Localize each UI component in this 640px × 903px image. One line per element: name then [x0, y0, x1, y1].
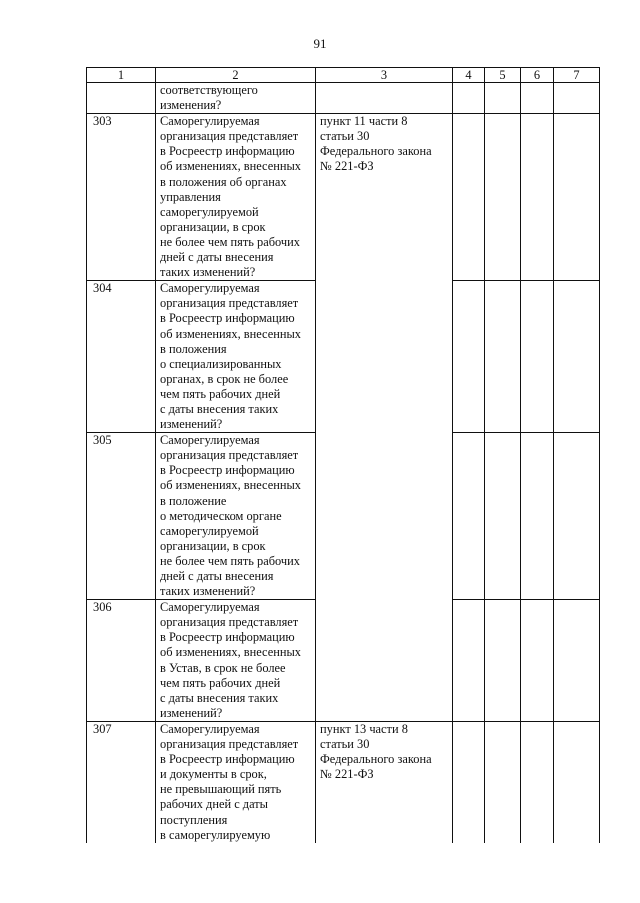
empty-cell: [554, 600, 600, 722]
empty-cell: [453, 600, 485, 722]
empty-cell: [521, 114, 554, 281]
column-header: 2: [156, 68, 316, 83]
empty-cell: [453, 281, 485, 433]
column-header: 1: [87, 68, 156, 83]
empty-cell: [521, 281, 554, 433]
requirement-text: Саморегулируемая организация представляет в Росреестр информацию об изменениях, внесенных в положение о методическом органе саморегулируемой организации, в срок не более чем пять рабочих дней с даты внесения таких изменений?: [156, 433, 316, 600]
row-number: 306: [87, 600, 156, 722]
column-header: 5: [485, 68, 521, 83]
row-number: 307: [87, 721, 156, 842]
empty-cell: [485, 433, 521, 600]
empty-cell: [485, 600, 521, 722]
empty-cell: [485, 114, 521, 281]
empty-cell: [521, 83, 554, 114]
table-row: [87, 114, 600, 281]
empty-cell: [453, 83, 485, 114]
empty-cell: [485, 83, 521, 114]
legal-basis: [316, 83, 453, 114]
empty-cell: [453, 721, 485, 842]
requirement-text: соответствующего изменения?: [156, 83, 316, 114]
column-header: 6: [521, 68, 554, 83]
empty-cell: [554, 433, 600, 600]
legal-basis: пункт 11 части 8 статьи 30 Федерального закона № 221-ФЗ: [316, 114, 453, 722]
empty-cell: [554, 281, 600, 433]
legal-basis: пункт 13 части 8 статьи 30 Федерального закона № 221-ФЗ: [316, 721, 453, 842]
empty-cell: [554, 83, 600, 114]
column-header: 4: [453, 68, 485, 83]
empty-cell: [453, 433, 485, 600]
empty-cell: [521, 600, 554, 722]
empty-cell: [554, 721, 600, 842]
empty-cell: [485, 281, 521, 433]
column-header: 3: [316, 68, 453, 83]
table-row: [87, 721, 600, 842]
empty-cell: [485, 721, 521, 842]
checklist-table: [86, 67, 600, 843]
empty-cell: [453, 114, 485, 281]
table-row: [87, 83, 600, 114]
requirement-text: Саморегулируемая организация представляет в Росреестр информацию об изменениях, внесенных в положения о специализированных органах, в срок не более чем пять рабочих дней с даты внесения таких изменений?: [156, 281, 316, 433]
column-header: 7: [554, 68, 600, 83]
row-number: [87, 83, 156, 114]
requirement-text: Саморегулируемая организация представляет в Росреестр информацию об изменениях, внесенных в Устав, в срок не более чем пять рабочих дней с даты внесения таких изменений?: [156, 600, 316, 722]
empty-cell: [521, 433, 554, 600]
row-number: 303: [87, 114, 156, 281]
row-number: 305: [87, 433, 156, 600]
column-header-row: [87, 68, 600, 83]
requirement-text: Саморегулируемая организация представляет в Росреестр информацию и документы в срок, не превышающий пять рабочих дней с даты поступления в саморегулируемую: [156, 721, 316, 842]
requirement-text: Саморегулируемая организация представляет в Росреестр информацию об изменениях, внесенных в положения об органах управления саморегулируемой организации, в срок не более чем пять рабочих дней с даты внесения таких изменений?: [156, 114, 316, 281]
empty-cell: [554, 114, 600, 281]
empty-cell: [521, 721, 554, 842]
page-number: 91: [313, 36, 327, 51]
row-number: 304: [87, 281, 156, 433]
